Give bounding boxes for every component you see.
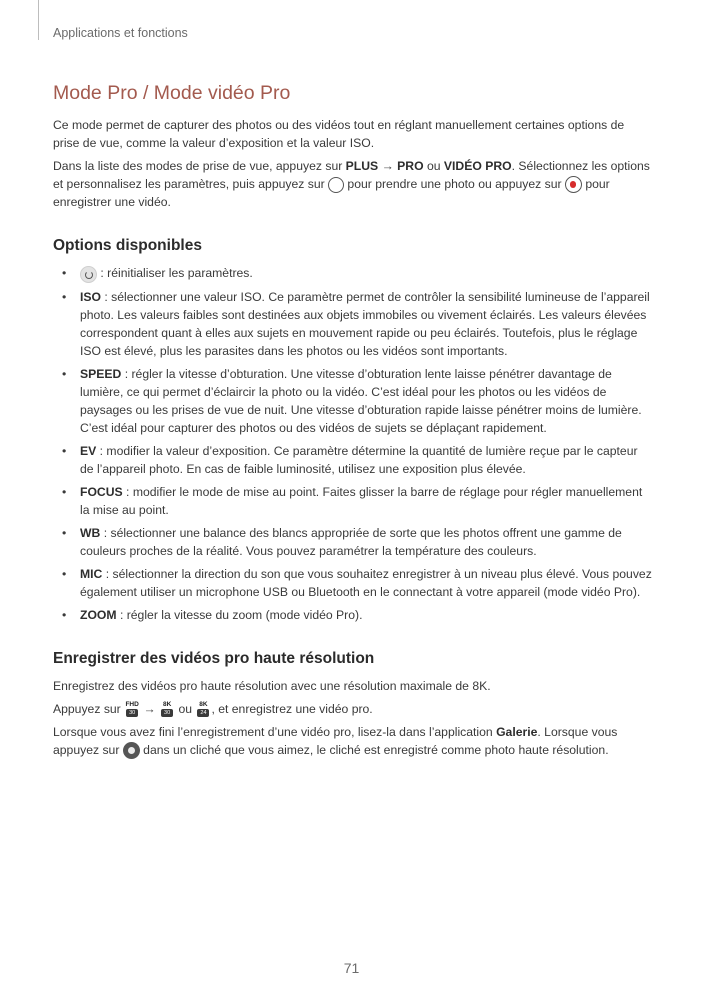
arrow: → <box>140 701 160 716</box>
option-mic: • MIC : sélectionner la direction du son que vous souhaitez enregistrer à un niveau plus élevé. Vous pouvez également utiliser un microphone USB ou Bluetooth en le connectant à votre appareil (mode vidéo Pro). <box>62 566 652 599</box>
text: ou <box>423 159 444 173</box>
option-text: : sélectionner une balance des blancs appropriée de sorte que les photos offrent une gamme de couleurs proches de la réalité. Vous pouvez paramétrer la température des couleurs. <box>80 525 622 558</box>
option-zoom: • ZOOM : régler la vitesse du zoom (mode vidéo Pro). <box>62 607 363 622</box>
text: Appuyez sur <box>53 701 125 716</box>
text: pour enregistrer une vidéo. <box>53 177 610 210</box>
res-label: 8K <box>162 700 172 708</box>
fps-label: 24 <box>197 709 209 717</box>
option-ev: • EV : modifier la valeur d’exposition. Ce paramètre détermine la quantité de lumière reçue par le capteur de l’appareil photo. En cas de faible luminosité, utilisez une exposition plus élevée. <box>62 443 638 476</box>
option-iso: • ISO : sélectionner une valeur ISO. Ce paramètre permet de contrôler la sensibilité lumineuse de l’appareil photo. Les valeurs faibles sont destinées aux objets immobiles ou vivement éclairés. Les valeurs élevées correspondent quant à elles aux sujets en mouvement rapide ou peu éclairés. Toutefois, plus le réglage ISO est élevé, plus les parasites dans les photos ou les vidéos sont importants. <box>62 289 650 358</box>
options-heading: Options disponibles <box>53 237 202 255</box>
text: dans un cliché que vous aimez, le cliché est enregistré comme photo haute résolution. <box>139 742 609 757</box>
option-text: : régler la vitesse du zoom (mode vidéo Pro). <box>116 607 363 622</box>
8k-30-icon <box>159 701 175 718</box>
8k-24-icon <box>195 701 211 718</box>
fps-label: 30 <box>161 709 173 717</box>
highres-gallery-note <box>53 723 653 759</box>
page-title: Mode Pro / Mode vidéo Pro <box>53 82 291 104</box>
highres-instructions <box>53 700 653 718</box>
video-record-icon <box>565 176 582 193</box>
plus-label: PLUS <box>345 159 379 173</box>
option-text: : modifier le mode de mise au point. Faites glisser la barre de réglage pour régler manuellement la mise au point. <box>80 484 643 517</box>
fhd-30-icon <box>124 701 140 718</box>
photo-shutter-icon <box>328 177 344 193</box>
arrow: → <box>378 159 398 173</box>
option-text: : modifier la valeur d’exposition. Ce paramètre détermine la quantité de lumière reçue par le capteur de l’appareil photo. En cas de faible luminosité, utilisez une exposition plus élevée. <box>80 443 638 476</box>
option-label: ISO <box>80 289 101 304</box>
option-text: : régler la vitesse d’obturation. Une vitesse d’obturation lente laisse pénétrer davantage de lumière, ce qui permet d’éclaircir la photo ou la vidéo. C’est idéal pour les photos ou les vidéos de paysages ou les prises de vue de nuit. Une vitesse d’obturation rapide laisse pénétrer moins de lumière. C’est idéal pour capturer des photos ou des vidéos de sujets se déplaçant rapidement. <box>80 366 642 435</box>
reset-icon <box>80 266 97 283</box>
option-label: WB <box>80 525 101 540</box>
option-speed: • SPEED : régler la vitesse d’obturation. Une vitesse d’obturation lente laisse pénétrer davantage de lumière, ce qui permet d’éclaircir la photo ou la vidéo. C’est idéal pour les photos ou les vidéos de paysages ou les prises de vue de nuit. Une vitesse d’obturation rapide laisse pénétrer moins de lumière. C’est idéal pour capturer des photos ou des vidéos de sujets se déplaçant rapidement. <box>62 366 642 435</box>
option-label: MIC <box>80 566 103 581</box>
page-number: 71 <box>343 960 360 976</box>
option-focus: • FOCUS : modifier le mode de mise au point. Faites glisser la barre de réglage pour régler manuellement la mise au point. <box>62 484 643 517</box>
option-reset: • : réinitialiser les paramètres. <box>53 264 653 282</box>
intro-paragraph: Ce mode permet de capturer des photos ou des vidéos tout en réglant manuellement certaines options de prise de vue, comme la valeur d’exposition et la valeur ISO. <box>53 118 625 150</box>
option-text: : réinitialiser les paramètres. <box>97 266 253 281</box>
pro-label: PRO <box>397 159 424 173</box>
text: pour prendre une photo ou appuyez sur <box>344 177 565 191</box>
section-header: Applications et fonctions <box>53 26 188 40</box>
res-label: 8K <box>199 700 208 708</box>
header-divider <box>38 0 39 40</box>
options-list <box>53 264 653 623</box>
text: , et enregistrez une vidéo pro. <box>211 701 373 716</box>
option-label: SPEED <box>80 366 122 381</box>
option-label: EV <box>80 443 97 458</box>
video-pro-label: VIDÉO PRO <box>443 159 512 173</box>
text: . Sélectionnez les options et personnalisez les paramètres, puis appuyez sur <box>53 159 650 191</box>
option-label: ZOOM <box>80 607 117 622</box>
mode-instructions <box>53 157 653 211</box>
highres-intro: Enregistrez des vidéos pro haute résolution avec une résolution maximale de 8K. <box>53 678 491 693</box>
galerie-label: Galerie <box>496 724 538 739</box>
text: ou <box>175 701 196 716</box>
text: . Lorsque vous appuyez sur <box>53 724 618 757</box>
res-label: FHD <box>125 700 139 708</box>
text: Dans la liste des modes de prise de vue, appuyez sur <box>53 159 346 173</box>
text: Lorsque vous avez fini l’enregistrement d’une vidéo pro, lisez-la dans l’application <box>53 724 497 739</box>
option-text: : sélectionner la direction du son que vous souhaitez enregistrer à un niveau plus élevé. Vous pouvez également utiliser un microphone USB ou Bluetooth en le connectant à votre appareil (mode vidéo Pro). <box>80 566 652 599</box>
option-text: : sélectionner une valeur ISO. Ce paramètre permet de contrôler la sensibilité lumineuse de l’appareil photo. Les valeurs faibles sont destinées aux objets immobiles ou vivement éclairés. Les valeurs élevées correspondent quant à elles aux sujets en mouvement rapide ou peu éclairés. Toutefois, plus le réglage ISO est élevé, plus les parasites dans les photos ou les vidéos sont importants. <box>80 289 650 358</box>
option-label: FOCUS <box>80 484 123 499</box>
option-wb: • WB : sélectionner une balance des blancs appropriée de sorte que les photos offrent une gamme de couleurs proches de la réalité. Vous pouvez paramétrer la température des couleurs. <box>62 525 622 558</box>
capture-icon <box>123 742 140 759</box>
fps-label: 30 <box>126 709 138 717</box>
page-content <box>53 80 653 764</box>
highres-heading: Enregistrer des vidéos pro haute résolution <box>53 649 375 667</box>
